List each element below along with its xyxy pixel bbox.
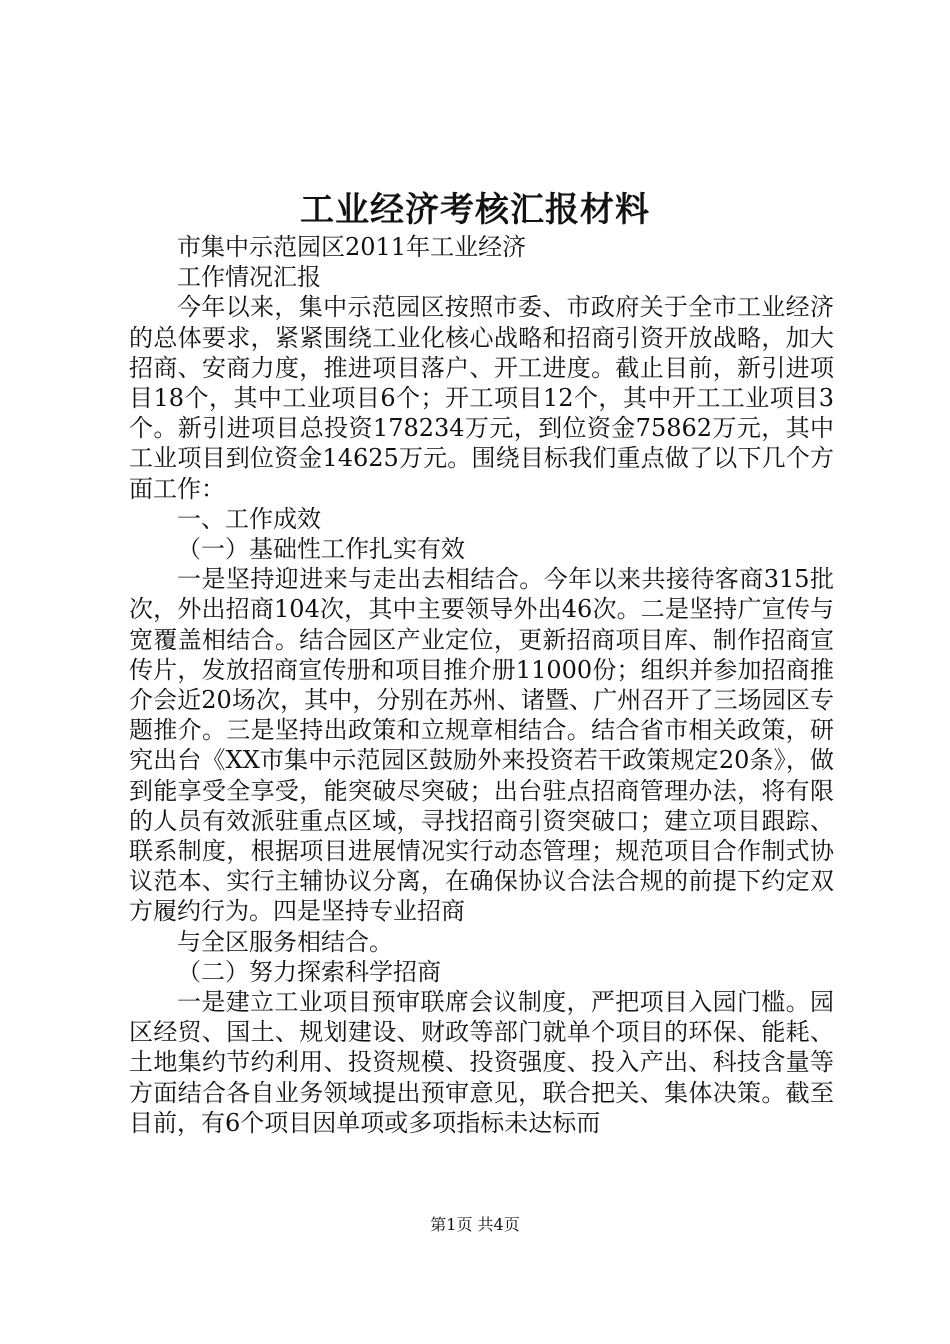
- subtitle-line-1: 市集中示范园区2011年工业经济: [177, 233, 527, 261]
- document-body: [129, 232, 834, 1138]
- subsection-heading-2: （二）努力探索科学招商: [177, 957, 441, 986]
- paragraph-service-combination: 与全区服务相结合。: [177, 927, 393, 956]
- page-footer: 第1页 共4页: [430, 1215, 520, 1234]
- paragraph-scientific-investment: 一是建立工业项目预审联席会议制度，严把项目入园门槛。园区经贸、国土、规划建设、财政等部门就单个项目的环保、能耗、土地集约节约利用、投资规模、投资强度、投入产出、科技含量等方面结合各自业务领域提出预审意见，联合把关、集体决策。截至目前，有6个项目因单项或多项指标未达标而: [129, 988, 834, 1137]
- subsection-heading-1: （一）基础性工作扎实有效: [177, 535, 465, 564]
- section-heading-1: 一、工作成效: [177, 504, 321, 533]
- subtitle-line-2: 工作情况汇报: [177, 263, 321, 292]
- paragraph-basic-work: 一是坚持迎进来与走出去相结合。今年以来共接待客商315批次，外出招商104次，其中主要领导外出46次。二是坚持广宣传与宽覆盖相结合。结合园区产业定位，更新招商项目库、制作招商宣传片，发放招商宣传册和项目推介册11000份；组织并参加招商推介会近20场次，其中，分别在苏州、诸暨、广州召开了三场园区专题推介。三是坚持出政策和立规章相结合。结合省市相关政策，研究出台《XX市集中示范园区鼓励外来投资若干政策规定20条》，做到能享受全享受，能突破尽突破；出台驻点招商管理办法，将有限的人员有效派驻重点区域，寻找招商引资突破口；建立项目跟踪、联系制度，根据项目进展情况实行动态管理；规范项目合作制式协议范本、实行主辅协议分离，在确保协议合法合规的前提下约定双方履约行为。四是坚持专业招商: [129, 565, 834, 926]
- paragraph-intro: 今年以来，集中示范园区按照市委、市政府关于全市工业经济的总体要求，紧紧围绕工业化核心战略和招商引资开放战略，加大招商、安商力度，推进项目落户、开工进度。截止目前，新引进项目18个，其中工业项目6个；开工项目12个，其中开工工业项目3个。新引进项目总投资178234万元，到位资金75862万元，其中工业项目到位资金14625万元。围绕目标我们重点做了以下几个方面工作：: [129, 293, 834, 503]
- document-title: 工业经济考核汇报材料: [300, 190, 650, 230]
